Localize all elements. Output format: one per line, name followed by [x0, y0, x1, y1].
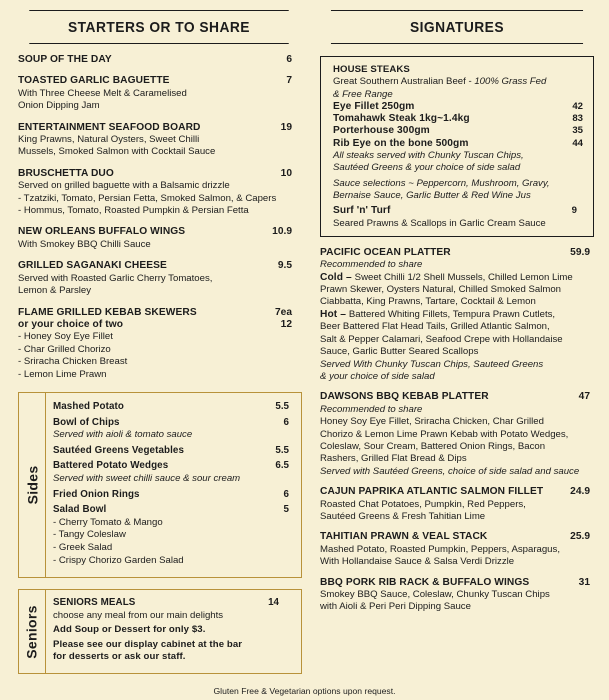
kebab-option: - Sriracha Chicken Breast [18, 356, 128, 368]
steaks-intro-2: & Free Range [333, 88, 393, 100]
steak-cut-row [333, 101, 583, 113]
footer-note: Gluten Free & Vegetarian options upon request. [213, 686, 396, 696]
item-price: 59.9 [570, 246, 590, 258]
side-item [53, 401, 293, 414]
steak-cut-price: 35 [572, 125, 583, 137]
item-description-line: Mashed Potato, Roasted Pumpkin, Peppers, Asparagus, [320, 543, 560, 555]
hot-text: Battered Whiting Fillets, Tempura Prawn Cutlets, [348, 308, 556, 320]
steak-cut-name: Rib Eye on the bone 500gm [333, 137, 469, 149]
starter-item [18, 260, 300, 297]
item-description-line: Served on grilled baguette with a Balsamic drizzle [18, 180, 230, 192]
item-price: 10.9 [272, 226, 292, 238]
side-description: - Cherry Tomato & Mango [53, 516, 163, 528]
side-item [53, 504, 293, 517]
house-steaks-box [320, 56, 594, 237]
item-description-line: Roasted Chat Potatoes, Pumpkin, Red Peppers, [320, 498, 526, 510]
starters-column [18, 0, 300, 390]
item-price: 6 [286, 54, 292, 65]
steaks-note-2: Sautéed Greens & your choice of side salad [333, 162, 521, 174]
item-description [320, 272, 594, 384]
item-sub-price: 12 [280, 318, 292, 330]
item-price: 24.9 [570, 486, 590, 498]
item-price: 47 [578, 391, 590, 403]
item-name: CAJUN PAPRIKA ATLANTIC SALMON FILLET [320, 486, 544, 498]
steak-cut-row [333, 125, 583, 137]
steak-cut-row [333, 138, 583, 150]
surf-turf-price: 9 [571, 205, 577, 217]
side-description: - Tangy Coleslaw [53, 529, 126, 541]
steak-cut-name: Tomahawk Steak 1kg~1.4kg [333, 113, 470, 125]
side-name: Bowl of Chips [53, 416, 120, 428]
side-price: 6 [283, 416, 289, 428]
surf-turf-row [333, 205, 583, 217]
item-name: TOASTED GARLIC BAGUETTE [18, 75, 170, 87]
side-description: - Crispy Chorizo Garden Salad [53, 554, 184, 566]
side-description: - Greek Salad [53, 541, 113, 553]
signatures-column [320, 0, 594, 622]
sauce-line-1: Sauce selections ~ Peppercorn, Mushroom, Gravy, [333, 177, 550, 189]
pacific-platter-item [320, 247, 594, 383]
pacific-served-line: & your choice of side salad [320, 370, 435, 382]
steak-cut-price: 44 [572, 137, 583, 149]
pacific-hot-line: Beer Battered Flat Head Tails, Grilled Atlantic Salmon, [320, 321, 550, 333]
pacific-cold-line: Ciabbatta, King Prawns, Tartare, Cocktail & Lemon [320, 296, 536, 308]
dawsons-line: Coleslaw, Sour Cream, Battered Onion Rings, Bacon [320, 440, 546, 452]
seniors-line-3: Please see our display cabinet at the bar [53, 638, 243, 650]
item-price: 31 [578, 576, 590, 588]
starters-heading: STARTERS OR TO SHARE [29, 10, 288, 44]
signature-item [320, 531, 594, 568]
item-description-line: King Prawns, Natural Oysters, Sweet Chilli [18, 134, 200, 146]
item-price: 9.5 [277, 260, 292, 272]
sides-list [53, 401, 293, 567]
pacific-cold-line: Prawn Skewer, Oysters Natural, Chilled Smoked Salmon [320, 284, 562, 296]
side-price: 5 [283, 504, 289, 516]
seniors-price: 14 [268, 597, 279, 608]
side-price: 6.5 [275, 460, 289, 472]
seniors-line-4: for desserts or ask our staff. [53, 651, 186, 663]
cold-label: Cold – [320, 271, 355, 283]
side-item [53, 489, 293, 502]
starter-item [18, 168, 300, 218]
steaks-intro-text: Great Southern Australian Beef - [333, 76, 475, 88]
surf-turf-name: Surf 'n' Turf [333, 205, 391, 217]
dawsons-line: Chorizo & Lemon Lime Prawn Kebab with Potato Wedges, [320, 428, 569, 440]
item-description [18, 331, 300, 381]
side-item [53, 460, 293, 473]
steaks-title: HOUSE STEAKS [333, 64, 410, 75]
cold-text: Sweet Chilli 1/2 Shell Mussels, Chilled Lemon Lime [354, 271, 573, 283]
item-served: Served with Sautéed Greens, choice of side salad and sauce [320, 465, 580, 477]
kebab-option: - Honey Soy Eye Fillet [18, 331, 113, 343]
side-price: 6 [283, 488, 289, 500]
seniors-box [18, 589, 302, 674]
dawsons-line: Honey Soy Eye Fillet, Sriracha Chicken, Char Grilled [320, 416, 544, 428]
surf-turf-desc: Seared Prawns & Scallops in Garlic Cream Sauce [333, 217, 546, 229]
side-item [53, 417, 293, 430]
item-recommend: Recommended to share [320, 259, 423, 271]
side-item [53, 445, 293, 458]
steak-cut-name: Eye Fillet 250gm [333, 100, 415, 112]
side-description: Served with aioli & tomato sauce [53, 429, 193, 441]
side-name: Salad Bowl [53, 504, 107, 516]
seniors-line-2: Add Soup or Dessert for only $3. [53, 624, 206, 636]
item-description-line: - Hommus, Tomato, Roasted Pumpkin & Persian Fetta [18, 205, 249, 217]
signature-item [320, 577, 594, 614]
steaks-note-1: All steaks served with Chunky Tuscan Chips, [333, 150, 524, 162]
item-description-line: Served with Roasted Garlic Cherry Tomatoes, [18, 272, 213, 284]
sides-tab-label: Sides [24, 465, 41, 505]
item-description-line: Sautéed Greens & Fresh Tahitian Lime [320, 510, 486, 522]
pacific-cold-line [320, 272, 594, 284]
side-name: Mashed Potato [53, 401, 124, 412]
side-name: Battered Potato Wedges [53, 460, 169, 472]
item-name: GRILLED SAGANAKI CHEESE [18, 260, 167, 272]
side-price: 5.5 [275, 444, 289, 456]
starter-item [18, 75, 300, 112]
steak-cuts-list [333, 101, 583, 150]
item-price: 7ea [275, 306, 292, 318]
item-name: DAWSONS BBQ KEBAB PLATTER [320, 391, 489, 403]
item-price: 10 [280, 167, 292, 179]
item-recommend: Recommended to share [320, 403, 423, 415]
hot-label: Hot – [320, 308, 349, 320]
starters-list [18, 54, 300, 298]
seniors-name: SENIORS MEALS [53, 597, 136, 608]
dawsons-platter-item [320, 391, 594, 478]
pacific-hot-line: Sauce, Garlic Butter Seared Scallops [320, 346, 479, 358]
side-description: Served with sweet chilli sauce & sour cream [53, 472, 241, 484]
seniors-line-1: choose any meal from our main delights [53, 609, 224, 621]
item-description-line: Lemon & Parsley [18, 285, 92, 297]
pacific-served-line: Served With Chunky Tuscan Chips, Sauteed Greens [320, 358, 544, 370]
item-name: BRUSCHETTA DUO [18, 167, 114, 179]
item-name: PACIFIC OCEAN PLATTER [320, 246, 451, 258]
steak-cut-price: 83 [572, 113, 583, 125]
item-description-line: - Tzatziki, Tomato, Persian Fetta, Smoked Salmon, & Capers [18, 192, 277, 204]
item-price: 19 [280, 121, 292, 133]
item-name: FLAME GRILLED KEBAB SKEWERS [18, 306, 197, 318]
side-price: 5.5 [275, 401, 289, 412]
other-signatures-list [320, 486, 594, 614]
item-description-line: Mussels, Smoked Salmon with Cocktail Sauce [18, 146, 216, 158]
signatures-heading: SIGNATURES [331, 10, 583, 44]
steak-cut-name: Porterhouse 300gm [333, 125, 430, 137]
item-name: SOUP OF THE DAY [18, 54, 112, 65]
dawsons-line: Rashers, Grilled Flat Bread & Dips [320, 453, 467, 465]
kebab-option: - Lemon Lime Prawn [18, 368, 107, 380]
seniors-title-row [53, 597, 293, 610]
steaks-intro-italic: 100% Grass Fed [474, 76, 547, 88]
side-name: Sautéed Greens Vegetables [53, 444, 185, 456]
kebab-skewers-item [18, 307, 300, 381]
item-description-line: Smokey BBQ Sauce, Coleslaw, Chunky Tuscan Chips [320, 589, 550, 601]
item-description-line: Onion Dipping Jam [18, 100, 100, 112]
pacific-hot-line: Salt & Pepper Calamari, Seafood Crepe with Hollandaise [320, 333, 563, 345]
item-price: 25.9 [570, 531, 590, 543]
steak-cut-price: 42 [572, 100, 583, 112]
item-name: NEW ORLEANS BUFFALO WINGS [18, 226, 186, 238]
item-description [320, 416, 594, 466]
item-name: ENTERTAINMENT SEAFOOD BOARD [18, 121, 201, 133]
kebab-option: - Char Grilled Chorizo [18, 343, 111, 355]
seniors-body [53, 597, 293, 664]
side-name: Fried Onion Rings [53, 488, 140, 500]
item-subtitle: or your choice of two [18, 318, 124, 330]
pacific-hot-line [320, 309, 594, 321]
starter-item [18, 54, 300, 66]
sides-tab [19, 393, 46, 577]
starter-item [18, 226, 300, 251]
item-description-line: with Aioli & Peri Peri Dipping Sauce [320, 601, 471, 613]
item-description-line: With Three Cheese Melt & Caramelised [18, 87, 187, 99]
item-name: BBQ PORK RIB RACK & BUFFALO WINGS [320, 576, 530, 588]
sides-box [18, 392, 302, 578]
item-price: 7 [286, 75, 292, 87]
seniors-tab-label: Seniors [24, 604, 41, 659]
starter-item [18, 122, 300, 159]
sauce-line-2: Bernaise Sauce, Garlic Butter & Red Wine Jus [333, 189, 531, 201]
item-name: TAHITIAN PRAWN & VEAL STACK [320, 531, 488, 543]
seniors-tab [19, 590, 46, 673]
steaks-intro [333, 76, 583, 88]
signature-item [320, 486, 594, 523]
steak-cut-row [333, 113, 583, 125]
item-description-line: With Smokey BBQ Chilli Sauce [18, 238, 151, 250]
item-description-line: With Hollandaise Sauce & Salsa Verdi Drizzle [320, 556, 515, 568]
